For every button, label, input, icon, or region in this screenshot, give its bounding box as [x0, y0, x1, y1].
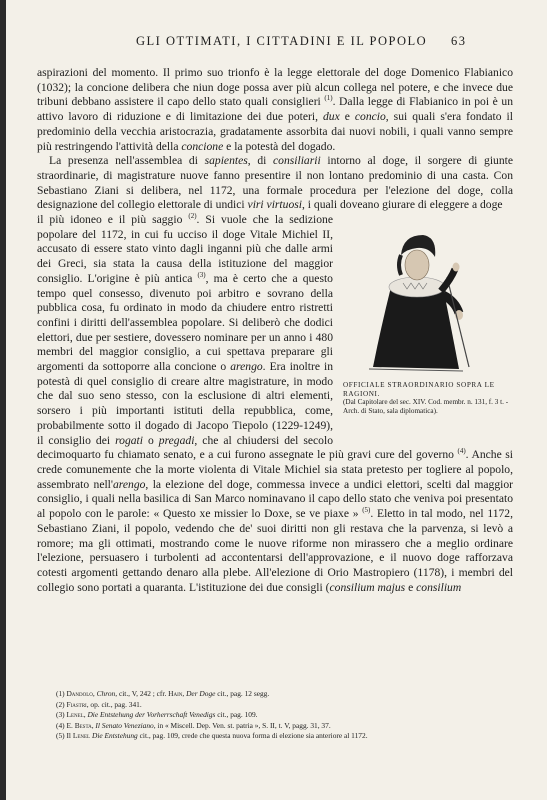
illustration-figure	[343, 217, 513, 443]
book-page	[6, 0, 547, 800]
figure-caption	[343, 381, 513, 415]
footnote-5: (5) Il Lenel Die Entstehung cit., pag. 109, crede che questa nuova forma di elezione sia anteriore al 1172.	[56, 731, 368, 741]
paragraph-2: La presenza nell'assemblea di sapientes, di consiliarii intorno al doge, il sorgere di giunte straordinarie, di magistrature nuove fanno presentire il non lontano predominio di una casta. Con Sebastiano Ziani si delibera, nel 1172, una formale procedura per l'elezione del doge, colla designazione del collegio elettorale di undici viri virtuosi, i quali doveano giurare di eleggere a doge	[37, 154, 514, 212]
caption-body: (Dal Capitolare del sec. XIV. Cod. membr. n. 131, f. 3 t. - Arch. di Stato, sala diplomatica).	[343, 398, 509, 415]
page-number: 63	[451, 34, 467, 48]
page-title: GLI OTTIMATI, I CITTADINI E IL POPOLO	[136, 34, 428, 48]
paragraph-3: il più idoneo e il più saggio $^{(2)}$. Si vuole che la sedizione popolare del 1172, in cui fu ucciso il doge Vitale Michiel II, accusato di essere stato vinto dagli inganni più che dalle armi dei Greci, sia stata la causa della istituzione del maggior consiglio. L'origine è più antica $^{(3)}$, ma è certo che a questo tempo quel consesso, divenuto poi arbitro e sovrano della pubblica cosa, fu ordinato in modo da chiudere entro ristretti confini i diritti dell'assemblea popolare. Si deliberò che dodici elettori, due per sestiere, dovessero nominare per un anno i 480 membri del maggior consiglio, a cui spettava preparare gli argomenti da sottoporre alla concione o arengo. Era inoltre in potestà di quel consiglio di creare altre magistrature, in modo che dal suo seno stesso, con la esclusione di altri elementi, sorsero i più importanti istituti della repubblica, come, probabilmente sotto il dogado di Jacopo Tiepolo (1229-1249), il consiglio dei rogati o pregadi, che al chiudersi del secolo decimoquarto fu chiamato senato, e a cui furono assegnate le più gravi cure del governo $^{(4)}$. Anche si crede comunemente che la morte violenta di Vitale Michiel sia stata pretesto per togliere al popolo, assembrato nell'arengo, la elezione del doge, commessa invece a undici elettori, scelti dal maggior consiglio, i quali nella basilica di San Marco nominavano il capo dello stato che veniva poi presentato al popolo con le parole: « Questo xe missier lo Doxe, se ve piaxe » $^{(5)}$. Eletto in tal modo, nel 1172, Sebastiano Ziani, il popolo, vedendo che de' suoi diritti non gli restava che la parvenza, si levò a romore; ma gli ottimati, mostrando come le nuove riforme non mirassero che a meglio ordinare l'elezione, persuasero i turbolenti ad accontentarsi dell'approvazione, e il nuovo doge rafforzava cotesti argomenti gettando denaro alla plebe. All'elezione di Orio Mastropiero (1178), i membri del collegio sono portati a quaranta. L'istituzione dei due consigli (consilium majus e consilium	[37, 212, 514, 594]
footnotes	[56, 689, 516, 742]
footnote-3: (3) Lenel, Die Entstehung der Vorherrschaft Venedigs cit., pag. 109.	[56, 710, 258, 720]
caption-heading: OFFICIALE STRAORDINARIO SOPRA LE RAGIONI.	[343, 381, 495, 398]
official-illustration	[351, 217, 481, 377]
footnote-1: (1) Dandolo, Chron, cit., V, 242 ; cfr. Hain, Der Doge cit., pag. 12 segg.	[56, 689, 270, 698]
footnote-4: (4) E. Besta, Il Senato Veneziano, in « Miscell. Dep. Ven. st. patria », S. II, t. V, pagg. 31, 37.	[56, 720, 331, 730]
paragraph-1: aspirazioni del momento. Il primo suo trionfo è la legge elettorale del doge Domenico Flabianico (1032); la concione delibera che niun doge possa aver più alcun collega nel potere, e che invece due tribuni debbano assistere il capo dello stato quali consiglieri $^{(1)}$. Dalla legge di Flabianico in poi è un attivo lavoro di riduzione e di limitazione dei due poteri, dux e concio, sui quali s'era fondato il predominio della vecchia aristocrazia, gradatamente assorbita dai nuovi nobili, i quali vanno sempre più restringendo l'attività della concione e la potestà del dogado.	[37, 66, 513, 153]
footnote-2: (2) Fiastri, op. cit., pag. 341.	[56, 699, 142, 709]
body-text	[37, 66, 513, 595]
